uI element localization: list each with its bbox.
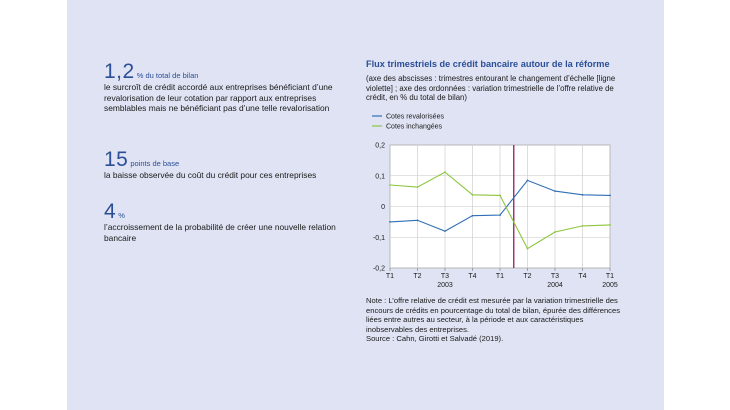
x-tick-label: T2 bbox=[413, 273, 422, 280]
data-point bbox=[472, 215, 474, 217]
stat-value: 15 bbox=[104, 148, 129, 171]
x-tick-label: T1 bbox=[605, 273, 615, 280]
x-tick-label: T4 bbox=[468, 273, 477, 280]
data-point bbox=[417, 186, 419, 188]
x-tick-label: T1 bbox=[385, 273, 395, 280]
y-tick-label: -0,2 bbox=[372, 265, 385, 273]
data-point bbox=[582, 194, 584, 196]
stat-unit: % bbox=[118, 211, 125, 220]
note-text: Note : L’offre relative de crédit est mesurée par la variation trimestrielle des encours de crédits en pourcentage du total de bilan, épurée des différences liées entre autres au secteur, à la période et aux caractéristiques inobservables des entreprises. bbox=[366, 296, 621, 334]
data-point bbox=[389, 184, 391, 186]
data-point bbox=[389, 221, 391, 223]
stat-description: le surcroît de crédit accordé aux entreprises bénéficiant d’une revalorisation de leur cotation par rapport aux entreprises semblables mais ne bénéficiant pas d’une telle revalorisation bbox=[104, 82, 333, 114]
x-tick-label: T3 bbox=[440, 273, 450, 280]
data-point bbox=[582, 225, 584, 227]
legend-label: Cotes revalorisées bbox=[386, 113, 444, 121]
year-label: 2004 bbox=[547, 282, 563, 289]
stat-unit: % du total de bilan bbox=[136, 71, 199, 80]
data-point bbox=[499, 195, 501, 197]
data-point bbox=[472, 194, 474, 196]
data-point bbox=[554, 231, 556, 233]
source-text: Source : Cahn, Girotti et Salvadé (2019). bbox=[366, 334, 504, 344]
x-tick-label: T4 bbox=[578, 273, 587, 280]
x-tick-label: T2 bbox=[523, 273, 532, 280]
x-tick-label: T3 bbox=[550, 273, 560, 280]
data-point bbox=[554, 190, 556, 192]
data-point bbox=[444, 171, 446, 173]
year-label: 2005 bbox=[602, 282, 618, 289]
data-point bbox=[609, 224, 611, 226]
legend-label: Cotes inchangées bbox=[386, 123, 443, 131]
stat-description: l’accroissement de la probabilité de créer une nouvelle relation bancaire bbox=[104, 222, 336, 243]
y-tick-label: 0,2 bbox=[375, 142, 385, 150]
stat-description: la baisse observée du coût du crédit pour ces entreprises bbox=[104, 170, 317, 180]
x-tick-label: T1 bbox=[495, 273, 505, 280]
data-point bbox=[609, 195, 611, 197]
stat-value: 1,2 bbox=[104, 60, 135, 83]
data-point bbox=[444, 230, 446, 232]
y-tick-label: 0 bbox=[381, 204, 385, 211]
stat-value: 4 bbox=[104, 200, 117, 223]
data-point bbox=[527, 248, 529, 250]
data-point bbox=[499, 214, 501, 216]
data-point bbox=[527, 179, 529, 181]
year-label: 2003 bbox=[437, 282, 453, 289]
chart-subtitle: (axe des abscisses : trimestres entourant le changement d’échelle [ligne violette] ; axe des ordonnées : variation trimestrielle de l’offre relative de crédit, en % du total de bilan) bbox=[366, 74, 616, 103]
y-tick-label: -0,1 bbox=[372, 234, 385, 242]
y-tick-label: 0,1 bbox=[375, 173, 385, 181]
chart-title: Flux trimestriels de crédit bancaire autour de la réforme bbox=[366, 59, 610, 69]
chart-note bbox=[366, 296, 628, 344]
stat-unit: points de base bbox=[130, 159, 180, 168]
data-point bbox=[417, 219, 419, 221]
